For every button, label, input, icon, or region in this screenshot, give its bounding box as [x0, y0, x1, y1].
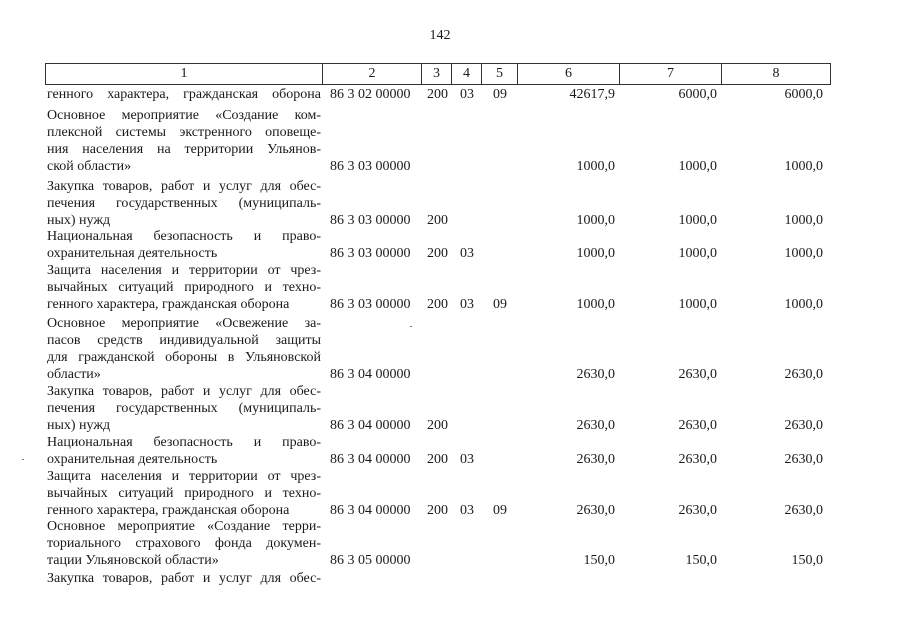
- amount-col-8: 2630,0: [784, 503, 823, 518]
- header-col-6: 6: [518, 64, 620, 84]
- target-article-code: 86 3 04 00000: [330, 503, 411, 518]
- expense-type-code: 200: [427, 452, 448, 467]
- header-col-7: 7: [620, 64, 722, 84]
- description-line: ской области»: [47, 159, 132, 174]
- row-description: [47, 107, 321, 175]
- amount-col-7: 1000,0: [678, 246, 717, 261]
- description-line: Национальная безопасность и право-: [47, 435, 321, 450]
- amount-col-8: 6000,0: [784, 87, 823, 102]
- amount-col-7: 2630,0: [678, 503, 717, 518]
- amount-col-8: 2630,0: [784, 418, 823, 433]
- amount-col-7: 2630,0: [678, 452, 717, 467]
- expense-type-code: 200: [427, 418, 448, 433]
- amount-col-8: 1000,0: [784, 159, 823, 174]
- amount-col-6: 1000,0: [576, 159, 615, 174]
- description-line: вычайных ситуаций природного и техно-: [47, 280, 321, 295]
- table-header: [45, 63, 831, 85]
- description-line: генного характера, гражданская оборона: [47, 87, 321, 102]
- description-line: Национальная безопасность и право-: [47, 229, 321, 244]
- amount-col-6: 1000,0: [576, 297, 615, 312]
- description-line: печения государственных (муниципаль-: [47, 401, 321, 416]
- subsection-code: 09: [493, 87, 507, 102]
- amount-col-6: 42617,9: [569, 87, 615, 102]
- description-line: охранительная деятельность: [47, 246, 218, 261]
- description-line: Защита населения и территории от чрез-: [47, 263, 321, 278]
- amount-col-6: 150,0: [583, 553, 615, 568]
- amount-col-6: 2630,0: [576, 452, 615, 467]
- amount-col-7: 2630,0: [678, 418, 717, 433]
- row-description: [47, 262, 321, 313]
- target-article-code: 86 3 04 00000: [330, 367, 411, 382]
- amount-col-7: 1000,0: [678, 297, 717, 312]
- expense-type-code: 200: [427, 87, 448, 102]
- target-article-code: 86 3 03 00000: [330, 213, 411, 228]
- description-line: Основное мероприятие «Создание терри-: [47, 519, 321, 534]
- header-col-1: 1: [46, 64, 323, 84]
- description-line: генного характера, гражданская оборона: [47, 503, 290, 518]
- header-col-4: 4: [452, 64, 482, 84]
- amount-col-7: 150,0: [685, 553, 717, 568]
- row-description: [47, 434, 321, 468]
- row-description: [47, 570, 321, 587]
- description-line: Основное мероприятие «Освежение за-: [47, 316, 321, 331]
- description-line: для гражданской обороны в Ульяновской: [47, 350, 321, 365]
- amount-col-6: 1000,0: [576, 246, 615, 261]
- description-line: вычайных ситуаций природного и техно-: [47, 486, 321, 501]
- description-line: Закупка товаров, работ и услуг для обес-: [47, 571, 321, 586]
- amount-col-6: 2630,0: [576, 367, 615, 382]
- amount-col-6: 1000,0: [576, 213, 615, 228]
- header-col-3: 3: [422, 64, 452, 84]
- target-article-code: 86 3 03 00000: [330, 159, 411, 174]
- header-col-5: 5: [482, 64, 518, 84]
- row-description: [47, 468, 321, 519]
- amount-col-6: 2630,0: [576, 418, 615, 433]
- expense-type-code: 200: [427, 503, 448, 518]
- header-col-2: 2: [323, 64, 422, 84]
- scan-speck: [22, 459, 24, 460]
- description-line: ных) нужд: [47, 418, 111, 433]
- target-article-code: 86 3 03 00000: [330, 246, 411, 261]
- row-description: [47, 228, 321, 262]
- amount-col-6: 2630,0: [576, 503, 615, 518]
- amount-col-8: 1000,0: [784, 213, 823, 228]
- section-code: 03: [460, 452, 474, 467]
- amount-col-7: 6000,0: [678, 87, 717, 102]
- description-line: Защита населения и территории от чрез-: [47, 469, 321, 484]
- row-description: [47, 315, 321, 383]
- description-line: ных) нужд: [47, 213, 111, 228]
- subsection-code: 09: [493, 503, 507, 518]
- expense-type-code: 200: [427, 297, 448, 312]
- section-code: 03: [460, 297, 474, 312]
- target-article-code: 86 3 02 00000: [330, 87, 411, 102]
- section-code: 03: [460, 246, 474, 261]
- description-line: пасов средств индивидуальной защиты: [47, 333, 321, 348]
- amount-col-8: 150,0: [791, 553, 823, 568]
- section-code: 03: [460, 87, 474, 102]
- row-description: [47, 383, 321, 434]
- subsection-code: 09: [493, 297, 507, 312]
- description-line: Закупка товаров, работ и услуг для обес-: [47, 179, 321, 194]
- amount-col-8: 1000,0: [784, 246, 823, 261]
- description-line: генного характера, гражданская оборона: [47, 297, 290, 312]
- amount-col-7: 2630,0: [678, 367, 717, 382]
- row-description: [47, 518, 321, 569]
- target-article-code: 86 3 04 00000: [330, 418, 411, 433]
- amount-col-8: 2630,0: [784, 452, 823, 467]
- description-line: тации Ульяновской области»: [47, 553, 219, 568]
- amount-col-8: 2630,0: [784, 367, 823, 382]
- target-article-code: 86 3 03 00000: [330, 297, 411, 312]
- description-line: Основное мероприятие «Создание ком-: [47, 108, 321, 123]
- amount-col-8: 1000,0: [784, 297, 823, 312]
- description-line: охранительная деятельность: [47, 452, 218, 467]
- section-code: 03: [460, 503, 474, 518]
- description-line: ториального страхового фонда докумен-: [47, 536, 321, 551]
- expense-type-code: 200: [427, 246, 448, 261]
- amount-col-7: 1000,0: [678, 213, 717, 228]
- scan-speck: [410, 326, 412, 327]
- target-article-code: 86 3 04 00000: [330, 452, 411, 467]
- target-article-code: 86 3 05 00000: [330, 553, 411, 568]
- description-line: Закупка товаров, работ и услуг для обес-: [47, 384, 321, 399]
- description-line: области»: [47, 367, 101, 382]
- amount-col-7: 1000,0: [678, 159, 717, 174]
- row-description: [47, 178, 321, 229]
- expense-type-code: 200: [427, 213, 448, 228]
- page-number: 142: [429, 28, 451, 43]
- row-description: [47, 86, 321, 103]
- description-line: ния населения на территории Ульянов-: [47, 142, 321, 157]
- header-col-8: 8: [772, 66, 780, 81]
- description-line: плексной системы экстренного оповеще-: [47, 125, 321, 140]
- description-line: печения государственных (муниципаль-: [47, 196, 321, 211]
